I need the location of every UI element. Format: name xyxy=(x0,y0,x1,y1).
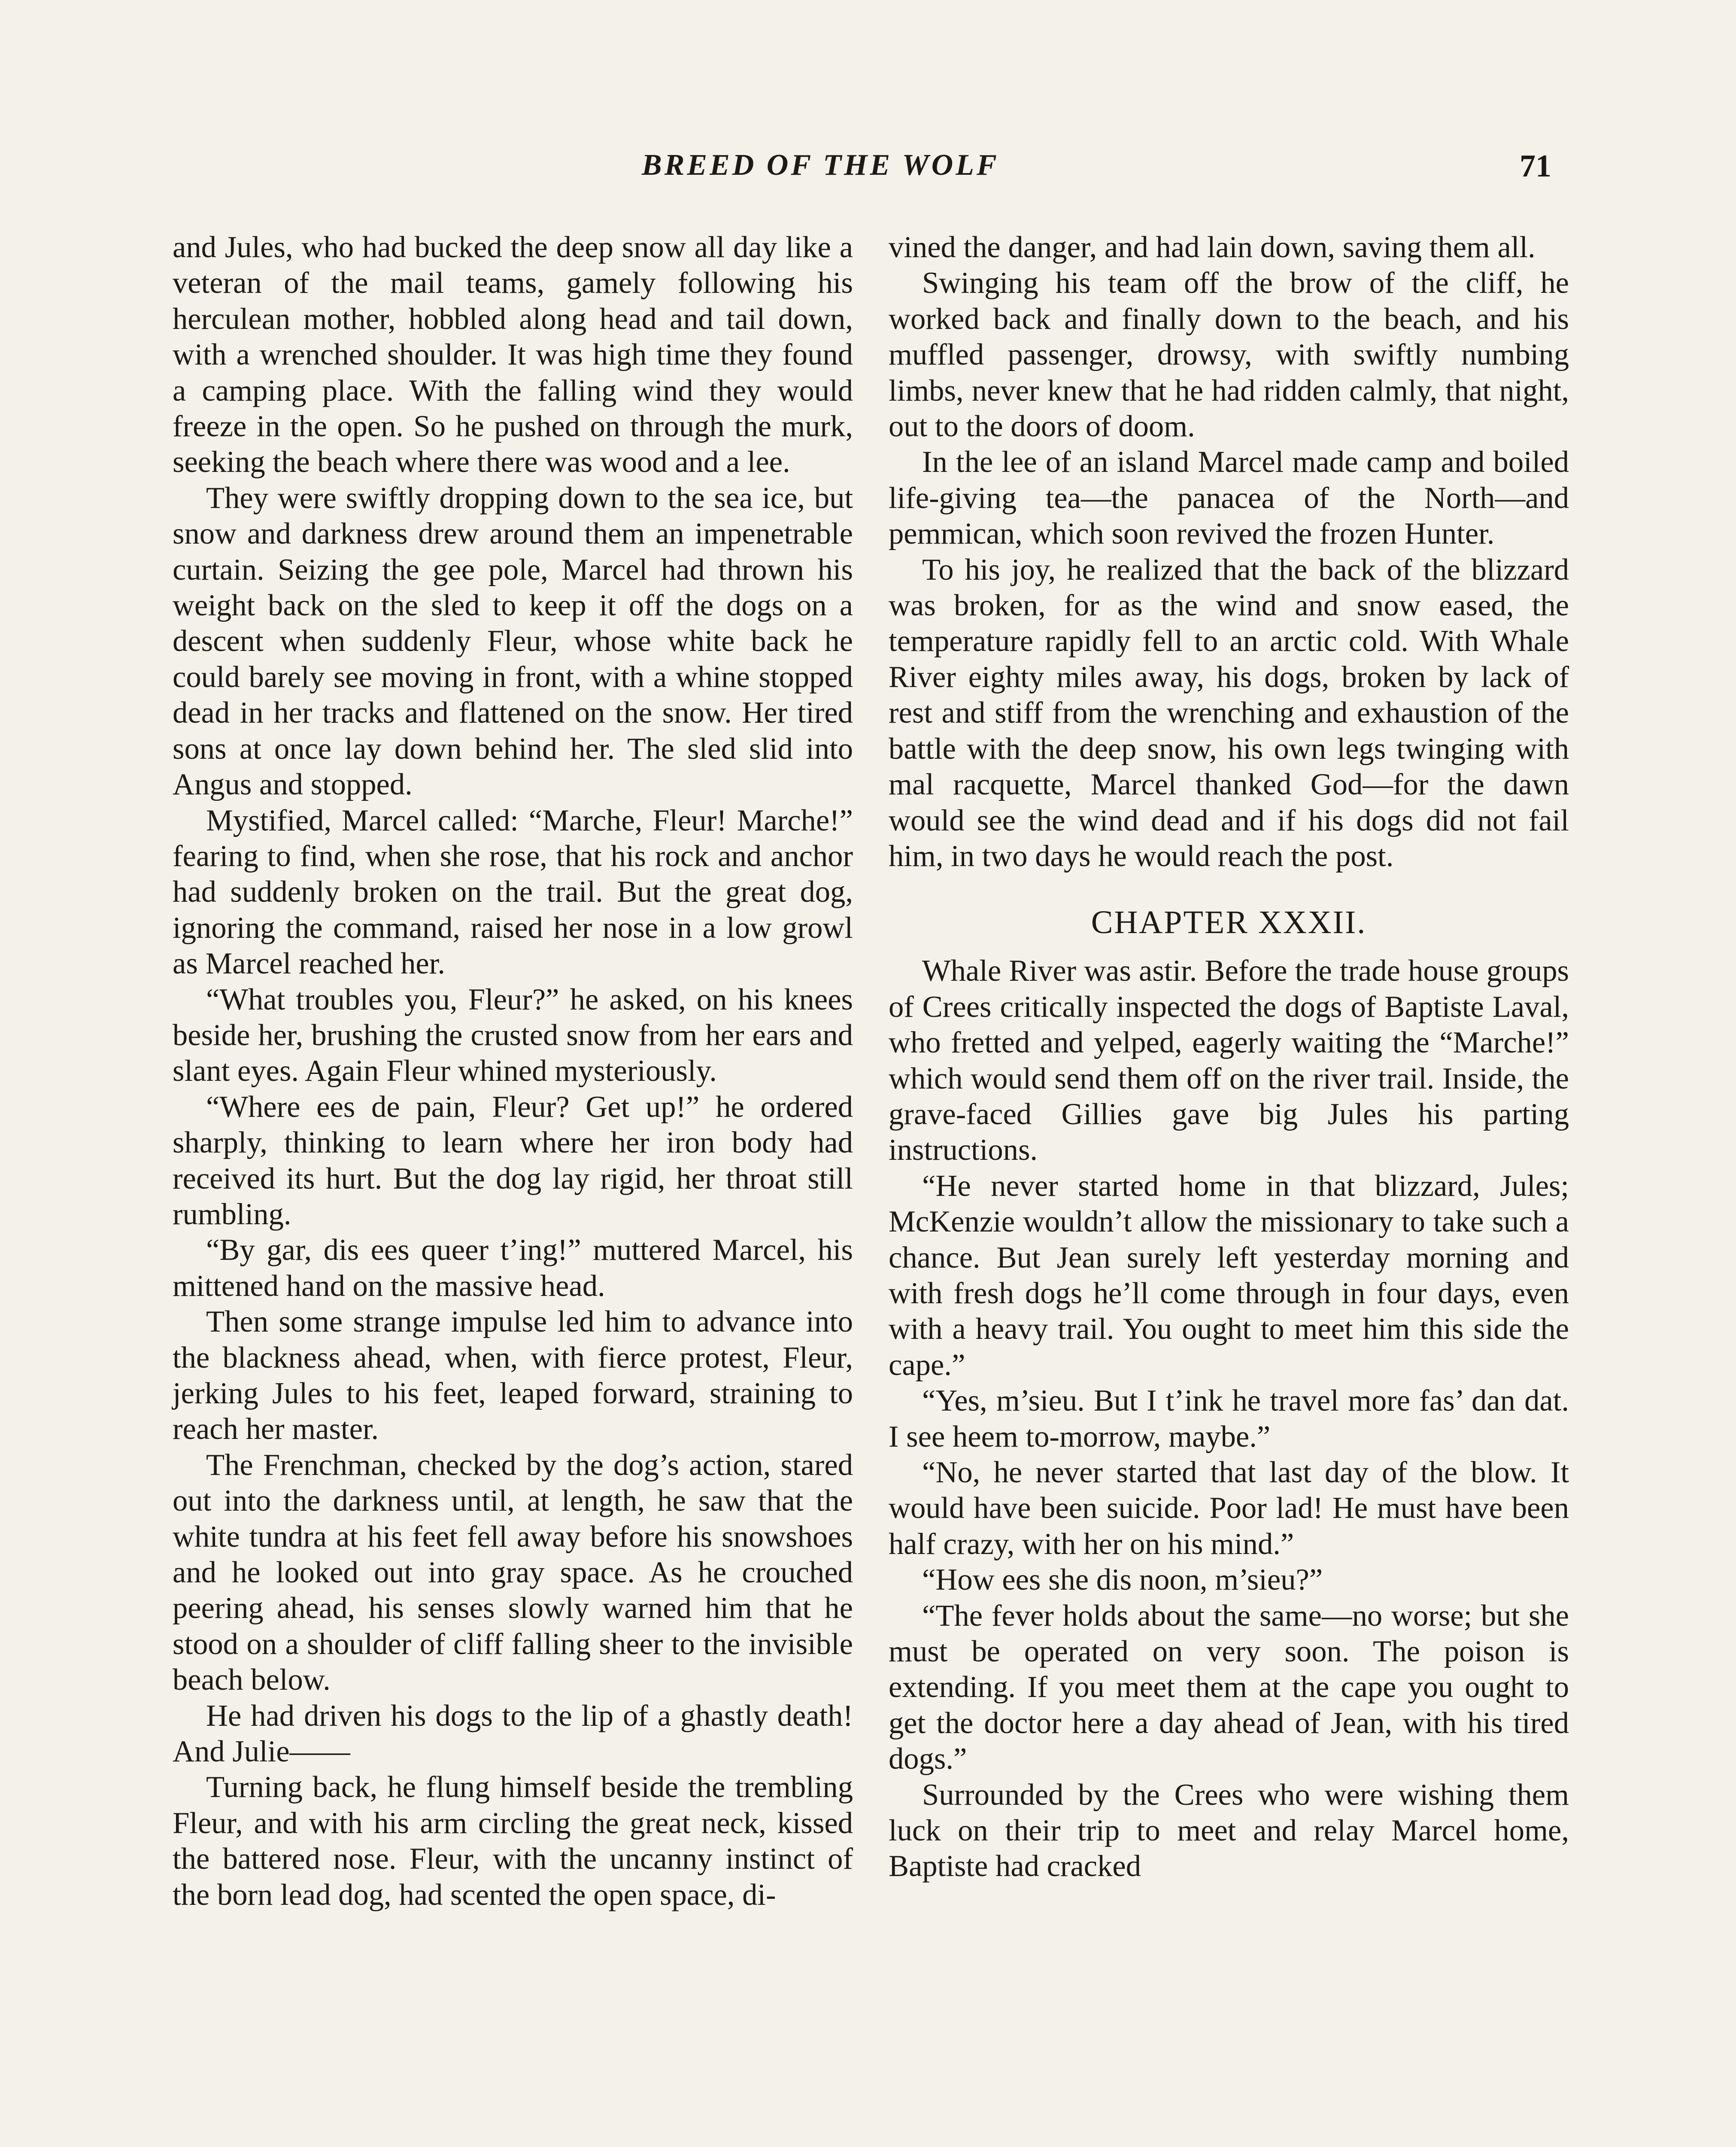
paragraph: “The fever holds about the same—no worse; but she must be operated on very soon. The poison is extending. If you meet them at the cape you ought to get the doctor here a day ahead of Jean, with his tired dogs.” xyxy=(889,1599,1569,1776)
paragraph: Swinging his team off the brow of the cliff, he worked back and finally down to the beach, and his muffled passenger, drowsy, with swiftly numbing limbs, never knew that he had ridden calmly, that night, out to the doors of doom. xyxy=(889,266,1569,444)
paragraph: vined the danger, and had lain down, saving them all. xyxy=(889,231,1536,264)
paragraph: “How ees she dis noon, m’sieu?” xyxy=(922,1563,1323,1597)
paragraph: “No, he never started that last day of the blow. It would have been suicide. Poor lad! He must have been half crazy, with her on his mind.” xyxy=(889,1456,1569,1561)
paragraph: In the lee of an island Marcel made camp and boiled life-giving tea—the panacea of the North—and pemmican, which soon revived the frozen Hunter. xyxy=(889,445,1569,551)
paragraph: Then some strange impulse led him to advance into the blackness ahead, when, with fierce protest, Fleur, jerking Jules to his feet, leaped forward, straining to reach her master. xyxy=(173,1305,853,1446)
paragraph: To his joy, he realized that the back of the blizzard was broken, for as the wind and snow eased, the temperature rapidly fell to an arctic cold. With Whale River eighty miles away, his dogs, broken by lack of rest and stiff from the wrenching and exhaustion of the battle with the deep snow, his own legs twinging with mal racquette, Marcel thanked God—for the dawn would see the wind dead and if his dogs did not fail him, in two days he would reach the post. xyxy=(889,553,1569,873)
page-header xyxy=(0,148,1736,195)
paragraph: and Jules, who had bucked the deep snow all day like a veteran of the mail teams, gamely following his herculean mother, hobbled along head and tail down, with a wrenched shoulder. It was high time they found a camping place. With the falling wind they would freeze in the open. So he pushed on through the murk, seeking the beach where there was wood and a lee. xyxy=(173,231,853,479)
paragraph: Mystified, Marcel called: “Marche, Fleur! Marche!” fearing to find, when she rose, that his rock and anchor had suddenly broken on the trail. But the great dog, ignoring the command, raised her nose in a low growl as Marcel reached her. xyxy=(173,803,853,981)
paragraph: The Frenchman, checked by the dog’s action, stared out into the darkness until, at length, he saw that the white tundra at his feet fell away before his snowshoes and he looked out into gray space. As he crouched peering ahead, his senses slowly warned him that he stood on a shoulder of cliff falling sheer to the invisible beach below. xyxy=(173,1448,853,1697)
paragraph: “Where ees de pain, Fleur? Get up!” he ordered sharply, thinking to learn where her iron body had received its hurt. But the dog lay rigid, her throat still rumbling. xyxy=(173,1090,853,1231)
paragraph: Whale River was astir. Before the trade house groups of Crees critically inspected the dogs of Baptiste Laval, who fretted and yelped, eagerly waiting the “Marche!” which would send them off on the river trail. Inside, the grave-faced Gillies gave big Jules his parting instructions. xyxy=(889,954,1569,1167)
left-column xyxy=(173,230,853,1913)
paragraph: They were swiftly dropping down to the sea ice, but snow and darkness drew around them an impenetrable curtain. Seizing the gee pole, Marcel had thrown his weight back on the sled to keep it off the dogs on a descent when suddenly Fleur, whose white back he could barely see moving in front, with a whine stopped dead in her tracks and flattened on the snow. Her tired sons at once lay down behind her. The sled slid into Angus and stopped. xyxy=(173,481,853,802)
running-title: BREED OF THE WOLF xyxy=(642,149,999,182)
paragraph: Surrounded by the Crees who were wishing them luck on their trip to meet and relay Marcel home, Baptiste had cracked xyxy=(889,1778,1569,1883)
chapter-heading: CHAPTER XXXII. xyxy=(1091,904,1367,941)
right-column xyxy=(889,230,1569,1885)
page-number: 71 xyxy=(1520,149,1551,184)
paragraph: “By gar, dis ees queer t’ing!” muttered Marcel, his mittened hand on the massive head. xyxy=(173,1233,853,1303)
paragraph: “He never started home in that blizzard, Jules; McKenzie wouldn’t allow the missionary to take such a chance. But Jean surely left yesterday morning and with fresh dogs he’ll come through in four days, even with a heavy trail. You ought to meet him this side the cape.” xyxy=(889,1169,1569,1382)
paragraph: He had driven his dogs to the lip of a ghastly death! And Julie—— xyxy=(173,1699,853,1769)
paragraph: Turning back, he flung himself beside the trembling Fleur, and with his arm circling the great neck, kissed the battered nose. Fleur, with the uncanny instinct of the born lead dog, had scented the open space, di- xyxy=(173,1770,853,1912)
paragraph: “What troubles you, Fleur?” he asked, on his knees beside her, brushing the crusted snow from her ears and slant eyes. Again Fleur whined mysteriously. xyxy=(173,982,853,1088)
paragraph: “Yes, m’sieu. But I t’ink he travel more fas’ dan dat. I see heem to-morrow, maybe.” xyxy=(889,1384,1569,1454)
